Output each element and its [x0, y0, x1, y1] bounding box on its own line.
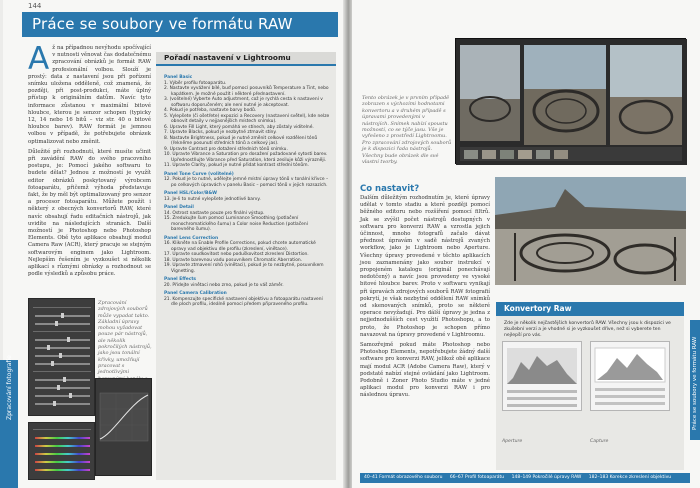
capture-label: Capture [590, 439, 609, 444]
footer-link[interactable]: 66–67 Profil fotoaparátu [449, 475, 505, 480]
raw-converters-text: Zde je několik nejčastějších konvertorů RAW. Všechny jsou k dispozici ve zkušební verzi a je vhodné si je vyzkoušet dříve, než si vyberete ten nejlepší pro vás. [504, 321, 671, 338]
body-paragraph: ž na případnou nevýhodu spočívající v nutnosti věnovat čas dodatečnému zpracování obrázků je formát RAW profesionální volbou. Slouží je prostý: data z nastavení jsou při pořízení snímku uložena odděleně, což znamená, že později, při post-produkci, máte úplný přístup k originálním datům. Navíc tyto informace zůstanou v maximální bitové hloubce, kterou je senzor schopen (typicky 12, 14 nebo 16 bitů – viz str. 40 o bitové hloubce barev). RAW formát je jemnou volbou v případě, že potřebujete obrázek optimalizovat nebo změnit. [28, 45, 151, 145]
body-paragraph: Dalším důležitým rozhodnutím je, které úpravy udělat v tomto stadiu a které později pomocí běžného editoru nebo rozšíření pomocí filtrů. Jak se zvýšil počet nástrojů dostupných v softwaru pro konverzi RAW a vzrostla jejich účinnost, mnoho fotografů začalo dávat přednost úpravám v sadě nástrojů zvaných workflow, jako je Lightroom nebo Aperture. Všechny úpravy provedené v těchto aplikacích jsou zaznamenány jako soubor instrukcí v propojeném katalogu (originál ponechávají nedotčený) a navíc jsou provedeny ve vysoké bitové hloubce barev. Proto v softwaru vynikají při úpravách zdrojových souborů RAW fotografií pokrytí, je však nezbytné oddělení RAW snímků od skenovaných snímků, proto se některé operace nevyžadují. Pro dálší úpravy je jedna z nejjednodušších cest využití Photoshopu, a to proto, že Photoshop je schopen přímo navazovat na úpravy provedené v Lightroomu. [360, 195, 490, 338]
raw-converters-header [496, 302, 684, 316]
tone-curve-graph [100, 393, 148, 441]
tone-curve-screenshot [95, 378, 152, 476]
terrace-photo-bottom-image [495, 177, 686, 285]
lightroom-screenshot-photo [455, 38, 686, 164]
list-item: 9. Upravte Contrast pro dotažení středních tónů snímku. [164, 146, 288, 152]
aperture-screenshot [502, 341, 582, 411]
list-item: 3. (volitelné) Vyberte Auto adjustment, což je rychlá cesta k nastavení v softwaru doporučeném; ale není nutné je akceptovat. [164, 97, 323, 108]
footer-link[interactable]: 40–41 Formát obrazového souboru [364, 475, 443, 480]
raw-converters-title: Konvertory Raw [504, 304, 572, 313]
list-item: 7. Upravte Blacks, pokud je nezbytné ztmavit stíny. [164, 130, 277, 135]
list-item: 13. Je-li to nutné vylepšete jednotlivé barvy. [164, 196, 261, 202]
list-item: 11. Upravte Clarity, pokud je nutné přidat kontrast střední tónům. [164, 163, 309, 168]
aperture-histogram [503, 342, 581, 410]
page-title: Práce se soubory ve formátu RAW [32, 15, 293, 33]
list-item: 4. Pokud je potřeba, nastavte barvy bodů. [164, 108, 257, 113]
list-item: 19. Upravte ztmavení rohů (vinětaci), pokud je to nezbytné, posuvníkem Vignetting. [164, 263, 324, 274]
list-item: 21. Kompenzujte specifické nastavení objektivu a fotoaparátu nastavení dle ploch profilu, ideálně pomocí předem připraveného profilu. [164, 296, 323, 307]
body-paragraph: Samozřejmě pokud máte Photoshop nebo Photoshop Elements, nepotřebujete žádný další software pro konverzi RAW, jelikož obě aplikace mají modul ACR (Adobe Camera Raw), který v podstatě nabízí stejné ovládání jako Lightroom. Podobně i Zoner Photo Studio máte v jedné aplikaci modul pro konverzi RAW i pro následnou úpravu. [360, 342, 490, 399]
section-heading-what-to-set: Co nastavit? [360, 184, 420, 194]
intro-text-column [28, 41, 151, 285]
settings-box-body [164, 72, 330, 308]
section-heading: Panel Detail [164, 205, 194, 210]
body-paragraph: Důležité při rozhodnutí, které musíte učinit při zavádění RAW do svého pracovního postupu, je: Pomocí jakého softwaru to budete dělat? Jednou z možností je využít editor obrázků poskytovaný výrobcem fotoaparátu, přičemž výhoda představuje fakt, že by měl být optimalizovaný pro senzor a procesor fotoaparátu. Můžete použít i některý z obecných konvertorů RAW, které navíc obsahují řadu editačních nástrojů, jak uvidíte na následujících stranách. Další možností je Photoshop nebo Photoshop Elements. Obě tyto aplikace obsahují modul Camera Raw (ACR), který pracuje se stejným softwarovým enginem jako Lightroom. Nejlepším řešením je vyzkoušet si několik aplikací s různými obrázky a rozhodnout se podle výsledků a způsobu práce. [28, 148, 151, 278]
list-item: 2. Nastavte vyvážení bílé, buď pomocí posuvníků Temperature a Tint, nebo kapátkem. Je možné použít i některé přednastavení. [164, 86, 329, 97]
list-item: 20. Přidejte vinětaci nebo zrno, pokud je to váš záměr. [164, 282, 284, 288]
list-item: 8. Nastavte Brightness, pokud je nutné změnit celkové rozdělení tónů (řekněme posunutí středních tónů a celkový jas). [164, 135, 318, 146]
footer-link[interactable]: 148–149 Pokročilé úpravy RAW [511, 475, 582, 480]
right-sidebar-tab [690, 320, 700, 440]
terrace-photo-bottom [495, 177, 686, 285]
settings-box-title: Pořadí nastavení v Lightroomu [164, 53, 291, 62]
list-item: 16. Klikněte na Enable Profile Corrections, pokud chcete automatické opravy vad objektivu dle profilu (zkreslení, vinětace). [164, 241, 316, 252]
list-item: 15. Zredukujte šum pomocí Luminance Smoothing (potlačení monochromatického šumu) a Color noise Reduction (potlačení barevného šumu). [164, 216, 308, 232]
list-item: 1. Výběr profilu fotoaparátu. [164, 80, 227, 86]
terrace-photo-image [456, 39, 687, 165]
dropcap: A [28, 41, 50, 77]
title-bar [22, 12, 338, 37]
list-item: 12. Pokud je to nutné, udělejte jemné místní úpravy tónů v tonální křivce – po celkových úpravách v panelu Basic – pomocí tónů v jejich rozsazích. [164, 177, 329, 188]
section-heading: Panel HSL/Color/B&W [164, 191, 217, 196]
capture-screenshot [590, 341, 670, 411]
hsl-panel-screenshot [28, 422, 95, 480]
section-heading: Panel Effects [164, 277, 197, 282]
right-caption: Tento obrázek je v prvním případě zobrazen s výchozími hodnotami konvertoru a v druhém případě s úpravami provedenými v nástrojích. Snímek nabízí spoustu možností, co se týče jasu. Vše je vyřešeno z prostředí Lightroomu. Pro zpracování zdrojových souborů je k dispozici řada nástrojů. Všechny bude obrázek dle své vlastní tvorby. [362, 95, 452, 166]
list-item: 17. Upravte soudkovitost nebo poduškovitost zkreslení Distortion. [164, 252, 309, 257]
settings-box-header [156, 52, 336, 66]
cross-reference-footer [360, 473, 690, 483]
left-caption: Zpracování zdrojových souborů může vypadat takto. Základní úpravy mohou vyžadovat pouze pár nástrojů, ale několik pokročilých nástrojů, jako jsou tonální křivky, umožňují pracovat s jednotlivými [98, 300, 152, 376]
section-heading: Panel Basic [164, 75, 193, 80]
left-sidebar-tab [0, 355, 18, 488]
list-item: 5. Vylepšete (či ošetřete) expozici a Recovery (nastavení světel), kde nelze obnovit detaily v nejjasnějších místech snímku). [164, 113, 330, 124]
footer-link[interactable]: 182–183 Korekce zkreslení objektivu [588, 475, 672, 480]
section-heading: Panel Tone Curve (volitelné) [164, 171, 234, 177]
aperture-label: Aperture [502, 439, 523, 444]
right-sidebar-label: Práce se soubory ve formátu RAW [692, 336, 698, 430]
list-item: 14. Ostrost nastavte pouze pro finální výstup. [164, 210, 265, 216]
settings-order-box [156, 52, 336, 480]
list-item: 10. Upravte Vibrance a Saturation pro dosažení požadované sytosti barev. Upřednostňujte Vibrance před Saturation, která zesiluje kůži výrazněji. [164, 152, 328, 163]
right-text-column [360, 195, 490, 465]
page-number: 144 [28, 2, 42, 10]
list-item: 6. Upravte Fill Light, který pomáhá ve stínech, aby zůstaly viditelné. [164, 124, 314, 130]
capture-panel [591, 342, 669, 410]
section-heading: Panel Camera Calibration [164, 291, 227, 296]
left-sidebar-label: Zpracování fotografie [6, 355, 13, 420]
list-item: 18. Upravte barevnou vadu posuvníkem Chromatic Aberration. [164, 257, 303, 263]
section-heading: Panel Lens Correction [164, 235, 219, 241]
lightroom-panel-screenshot [28, 298, 95, 416]
